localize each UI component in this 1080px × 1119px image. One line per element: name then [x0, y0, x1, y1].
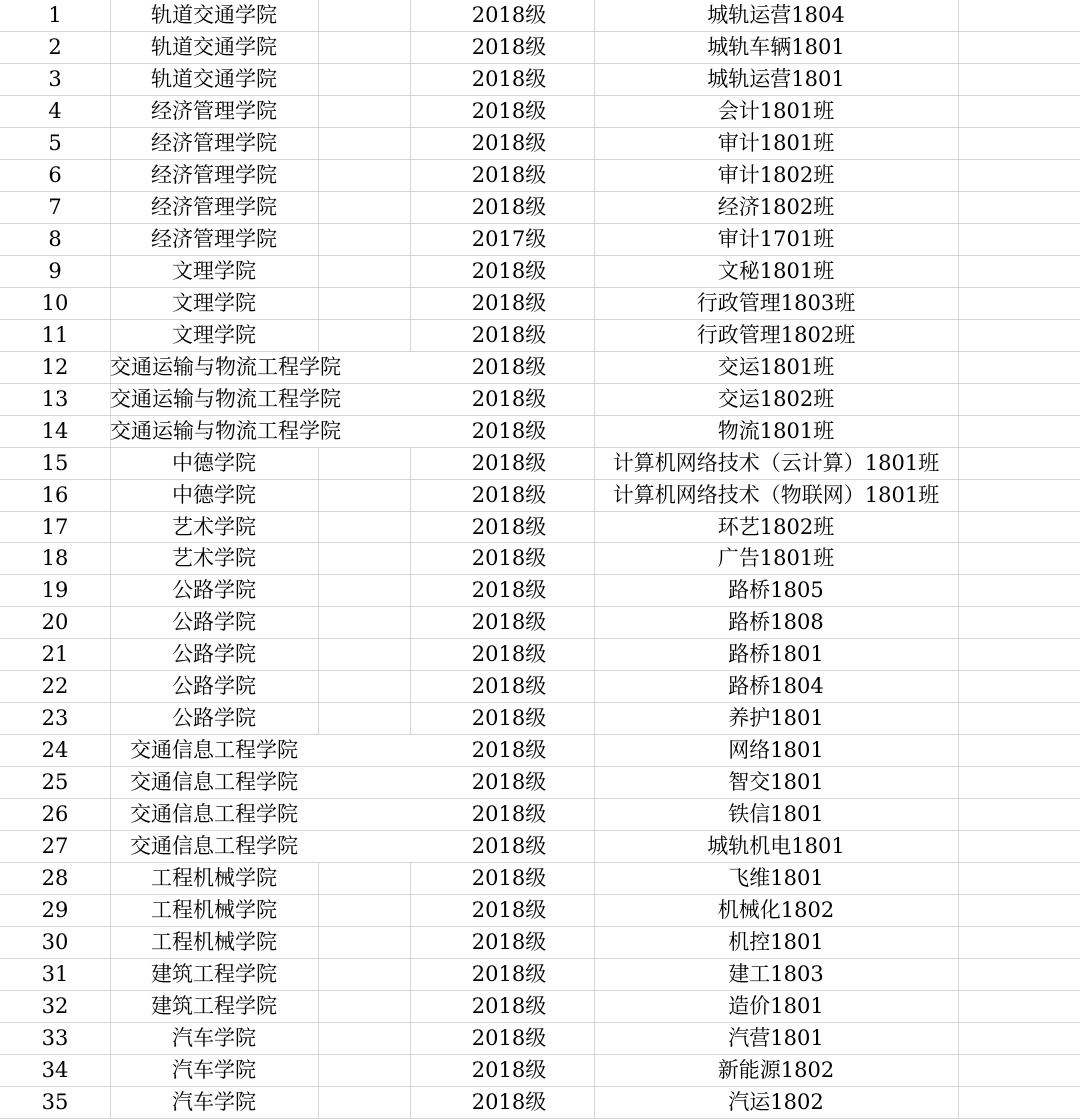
cell-border [318, 895, 319, 926]
row-number-cell[interactable]: 34 [41, 1058, 69, 1082]
row-number-cell[interactable]: 9 [48, 259, 62, 283]
grade-cell[interactable]: 2018级 [471, 259, 547, 283]
table-row[interactable] [0, 799, 1080, 831]
grade-cell[interactable]: 2018级 [471, 866, 547, 890]
table-row[interactable] [0, 575, 1080, 607]
grade-cell[interactable]: 2018级 [471, 35, 547, 59]
grade-cell[interactable]: 2018级 [471, 1026, 547, 1050]
college-cell[interactable]: 交通运输与物流工程学院 [110, 387, 341, 411]
cell-border [318, 224, 319, 255]
grade-cell[interactable]: 2018级 [471, 355, 547, 379]
cell-border [318, 927, 319, 958]
college-cell[interactable]: 交通运输与物流工程学院 [110, 419, 341, 443]
row-number-cell[interactable]: 10 [41, 291, 69, 315]
table-row[interactable] [0, 831, 1080, 863]
college-cell[interactable]: 轨道交通学院 [151, 35, 277, 59]
class-cell[interactable]: 建工1803 [728, 962, 824, 986]
table-row[interactable] [0, 543, 1080, 575]
class-cell[interactable]: 路桥1804 [728, 674, 824, 698]
college-cell[interactable]: 文理学院 [172, 259, 256, 283]
table-row[interactable] [0, 160, 1080, 192]
table-row[interactable] [0, 416, 1080, 448]
class-cell[interactable]: 机械化1802 [717, 898, 835, 922]
table-row[interactable] [0, 991, 1080, 1023]
class-cell[interactable]: 审计1802班 [717, 163, 835, 187]
class-cell[interactable]: 审计1801班 [717, 131, 835, 155]
grade-cell[interactable]: 2018级 [471, 546, 547, 570]
class-cell[interactable]: 机控1801 [728, 930, 824, 954]
cell-border [318, 703, 319, 734]
class-cell[interactable]: 广告1801班 [717, 546, 835, 570]
table-row[interactable] [0, 639, 1080, 671]
table-row[interactable] [0, 192, 1080, 224]
college-cell[interactable]: 艺术学院 [172, 546, 256, 570]
row-number-cell[interactable]: 2 [48, 35, 62, 59]
table-row[interactable] [0, 671, 1080, 703]
row-number-cell[interactable]: 24 [41, 738, 69, 762]
class-cell[interactable]: 行政管理1802班 [696, 323, 856, 347]
grade-cell[interactable]: 2018级 [471, 419, 547, 443]
row-number-cell[interactable]: 35 [41, 1090, 69, 1114]
table-row[interactable] [0, 352, 1080, 384]
class-cell[interactable]: 汽营1801 [728, 1026, 824, 1050]
row-number-cell[interactable]: 16 [41, 483, 69, 507]
table-row[interactable] [0, 288, 1080, 320]
college-cell[interactable]: 建筑工程学院 [151, 962, 277, 986]
row-number-cell[interactable]: 13 [41, 387, 69, 411]
table-row[interactable] [0, 607, 1080, 639]
cell-border [318, 1087, 319, 1118]
table-row[interactable] [0, 1023, 1080, 1055]
college-cell[interactable]: 交通信息工程学院 [130, 738, 298, 762]
row-number-cell[interactable]: 20 [41, 610, 69, 634]
grade-cell[interactable]: 2018级 [471, 610, 547, 634]
row-number-cell[interactable]: 15 [41, 451, 69, 475]
table-row[interactable] [0, 256, 1080, 288]
grade-cell[interactable]: 2018级 [471, 898, 547, 922]
grade-cell[interactable]: 2018级 [471, 1058, 547, 1082]
table-row[interactable] [0, 959, 1080, 991]
row-number-cell[interactable]: 12 [41, 355, 69, 379]
table-row[interactable] [0, 767, 1080, 799]
class-cell[interactable]: 网络1801 [728, 738, 824, 762]
row-number-cell[interactable]: 25 [41, 770, 69, 794]
class-cell[interactable]: 物流1801班 [717, 419, 835, 443]
row-number-cell[interactable]: 18 [41, 546, 69, 570]
college-cell[interactable]: 中德学院 [172, 451, 256, 475]
college-cell[interactable]: 交通信息工程学院 [130, 834, 298, 858]
row-number-cell[interactable]: 3 [48, 67, 62, 91]
cell-border [318, 575, 319, 606]
college-cell[interactable]: 经济管理学院 [151, 227, 277, 251]
cell-border [318, 991, 319, 1022]
grade-cell[interactable]: 2018级 [471, 163, 547, 187]
table-row[interactable] [0, 863, 1080, 895]
cell-border [318, 128, 319, 159]
cell-border [318, 96, 319, 127]
grade-cell[interactable]: 2018级 [471, 802, 547, 826]
row-number-cell[interactable]: 11 [41, 323, 69, 347]
cell-border [318, 639, 319, 670]
grade-cell[interactable]: 2017级 [471, 227, 547, 251]
table-row[interactable] [0, 1055, 1080, 1087]
class-cell[interactable]: 会计1801班 [717, 99, 835, 123]
grade-cell[interactable]: 2018级 [471, 962, 547, 986]
row-number-cell[interactable]: 32 [41, 994, 69, 1018]
row-number-cell[interactable]: 7 [48, 195, 62, 219]
table-row[interactable] [0, 448, 1080, 480]
class-cell[interactable]: 路桥1801 [728, 642, 824, 666]
class-cell[interactable]: 城轨运营1804 [707, 3, 845, 27]
grade-cell[interactable]: 2018级 [471, 67, 547, 91]
college-cell[interactable]: 工程机械学院 [151, 866, 277, 890]
class-cell[interactable]: 经济1802班 [717, 195, 835, 219]
class-cell[interactable]: 交运1802班 [717, 387, 835, 411]
table-row[interactable] [0, 96, 1080, 128]
class-cell[interactable]: 养护1801 [728, 706, 824, 730]
college-cell[interactable]: 公路学院 [172, 706, 256, 730]
row-number-cell[interactable]: 14 [41, 419, 69, 443]
college-cell[interactable]: 公路学院 [172, 674, 256, 698]
row-number-cell[interactable]: 5 [48, 131, 62, 155]
college-cell[interactable]: 公路学院 [172, 578, 256, 602]
grade-cell[interactable]: 2018级 [471, 738, 547, 762]
table-row[interactable] [0, 895, 1080, 927]
table-row[interactable] [0, 703, 1080, 735]
grade-cell[interactable]: 2018级 [471, 99, 547, 123]
grade-cell[interactable]: 2018级 [471, 706, 547, 730]
class-cell[interactable]: 路桥1805 [728, 578, 824, 602]
college-cell[interactable]: 交通信息工程学院 [130, 802, 298, 826]
class-cell[interactable]: 路桥1808 [728, 610, 824, 634]
grade-cell[interactable]: 2018级 [471, 578, 547, 602]
row-number-cell[interactable]: 1 [48, 3, 62, 27]
grade-cell[interactable]: 2018级 [471, 3, 547, 27]
college-cell[interactable]: 艺术学院 [172, 515, 256, 539]
cell-border [318, 32, 319, 63]
table-row[interactable] [0, 32, 1080, 64]
cell-border [318, 480, 319, 511]
class-cell[interactable]: 环艺1802班 [717, 515, 835, 539]
class-cell[interactable]: 造价1801 [728, 994, 824, 1018]
grade-cell[interactable]: 2018级 [471, 515, 547, 539]
college-cell[interactable]: 中德学院 [172, 483, 256, 507]
grade-cell[interactable]: 2018级 [471, 387, 547, 411]
table-row[interactable] [0, 735, 1080, 767]
college-cell[interactable]: 公路学院 [172, 610, 256, 634]
college-cell[interactable]: 轨道交通学院 [151, 67, 277, 91]
class-cell[interactable]: 铁信1801 [728, 802, 824, 826]
class-cell[interactable]: 计算机网络技术（物联网）1801班 [612, 483, 940, 507]
grade-cell[interactable]: 2018级 [471, 1090, 547, 1114]
college-cell[interactable]: 建筑工程学院 [151, 994, 277, 1018]
cell-border [318, 959, 319, 990]
grade-cell[interactable]: 2018级 [471, 323, 547, 347]
table-row[interactable] [0, 64, 1080, 96]
row-number-cell[interactable]: 26 [41, 802, 69, 826]
cell-border [318, 863, 319, 894]
cell-border [318, 192, 319, 223]
grade-cell[interactable]: 2018级 [471, 770, 547, 794]
table-row[interactable] [0, 927, 1080, 959]
grade-cell[interactable]: 2018级 [471, 131, 547, 155]
class-cell[interactable]: 新能源1802 [717, 1058, 835, 1082]
class-cell[interactable]: 汽运1802 [728, 1090, 824, 1114]
row-number-cell[interactable]: 8 [48, 227, 62, 251]
grade-cell[interactable]: 2018级 [471, 930, 547, 954]
grade-cell[interactable]: 2018级 [471, 834, 547, 858]
cell-border [318, 1055, 319, 1086]
cell-border [318, 1023, 319, 1054]
class-cell[interactable]: 智交1801 [728, 770, 824, 794]
college-cell[interactable]: 文理学院 [172, 291, 256, 315]
row-number-cell[interactable]: 4 [48, 99, 62, 123]
college-cell[interactable]: 文理学院 [172, 323, 256, 347]
college-cell[interactable]: 经济管理学院 [151, 195, 277, 219]
class-cell[interactable]: 文秘1801班 [717, 259, 835, 283]
college-cell[interactable]: 经济管理学院 [151, 99, 277, 123]
college-cell[interactable]: 轨道交通学院 [151, 3, 277, 27]
table-row[interactable] [0, 384, 1080, 416]
grade-cell[interactable]: 2018级 [471, 642, 547, 666]
cell-border [318, 607, 319, 638]
cell-border [318, 64, 319, 95]
cell-border [318, 448, 319, 479]
class-cell[interactable]: 计算机网络技术（云计算）1801班 [612, 451, 940, 475]
college-cell[interactable]: 汽车学院 [172, 1026, 256, 1050]
college-cell[interactable]: 工程机械学院 [151, 930, 277, 954]
table-row[interactable] [0, 128, 1080, 160]
grade-cell[interactable]: 2018级 [471, 483, 547, 507]
cell-border [318, 320, 319, 351]
row-number-cell[interactable]: 17 [41, 515, 69, 539]
grade-cell[interactable]: 2018级 [471, 195, 547, 219]
table-row[interactable] [0, 1087, 1080, 1119]
college-cell[interactable]: 交通信息工程学院 [130, 770, 298, 794]
college-cell[interactable]: 工程机械学院 [151, 898, 277, 922]
grade-cell[interactable]: 2018级 [471, 674, 547, 698]
grade-cell[interactable]: 2018级 [471, 994, 547, 1018]
class-cell[interactable]: 行政管理1803班 [696, 291, 856, 315]
college-cell[interactable]: 经济管理学院 [151, 131, 277, 155]
cell-border [318, 0, 319, 31]
college-cell[interactable]: 经济管理学院 [151, 163, 277, 187]
class-cell[interactable]: 飞维1801 [728, 866, 824, 890]
class-cell[interactable]: 审计1701班 [717, 227, 835, 251]
table-row[interactable] [0, 320, 1080, 352]
row-number-cell[interactable]: 28 [41, 866, 69, 890]
cell-border [318, 512, 319, 543]
row-number-cell[interactable]: 30 [41, 930, 69, 954]
row-number-cell[interactable]: 31 [41, 962, 69, 986]
college-cell[interactable]: 汽车学院 [172, 1090, 256, 1114]
college-cell[interactable]: 交通运输与物流工程学院 [110, 355, 341, 379]
cell-border [318, 160, 319, 191]
cell-border [318, 671, 319, 702]
cell-border [318, 288, 319, 319]
row-number-cell[interactable]: 33 [41, 1026, 69, 1050]
grade-cell[interactable]: 2018级 [471, 451, 547, 475]
grade-cell[interactable]: 2018级 [471, 291, 547, 315]
row-number-cell[interactable]: 21 [41, 642, 69, 666]
class-cell[interactable]: 城轨运营1801 [707, 67, 845, 91]
row-number-cell[interactable]: 27 [41, 834, 69, 858]
college-cell[interactable]: 汽车学院 [172, 1058, 256, 1082]
row-number-cell[interactable]: 6 [48, 163, 62, 187]
row-number-cell[interactable]: 29 [41, 898, 69, 922]
college-cell[interactable]: 公路学院 [172, 642, 256, 666]
class-cell[interactable]: 交运1801班 [717, 355, 835, 379]
row-number-cell[interactable]: 19 [41, 578, 69, 602]
table-row[interactable] [0, 224, 1080, 256]
cell-border [318, 256, 319, 287]
table-row[interactable] [0, 480, 1080, 512]
class-cell[interactable]: 城轨车辆1801 [707, 35, 845, 59]
row-number-cell[interactable]: 23 [41, 706, 69, 730]
table-row[interactable] [0, 512, 1080, 543]
row-number-cell[interactable]: 22 [41, 674, 69, 698]
class-cell[interactable]: 城轨机电1801 [707, 834, 845, 858]
cell-border [318, 543, 319, 574]
table-row[interactable] [0, 0, 1080, 32]
